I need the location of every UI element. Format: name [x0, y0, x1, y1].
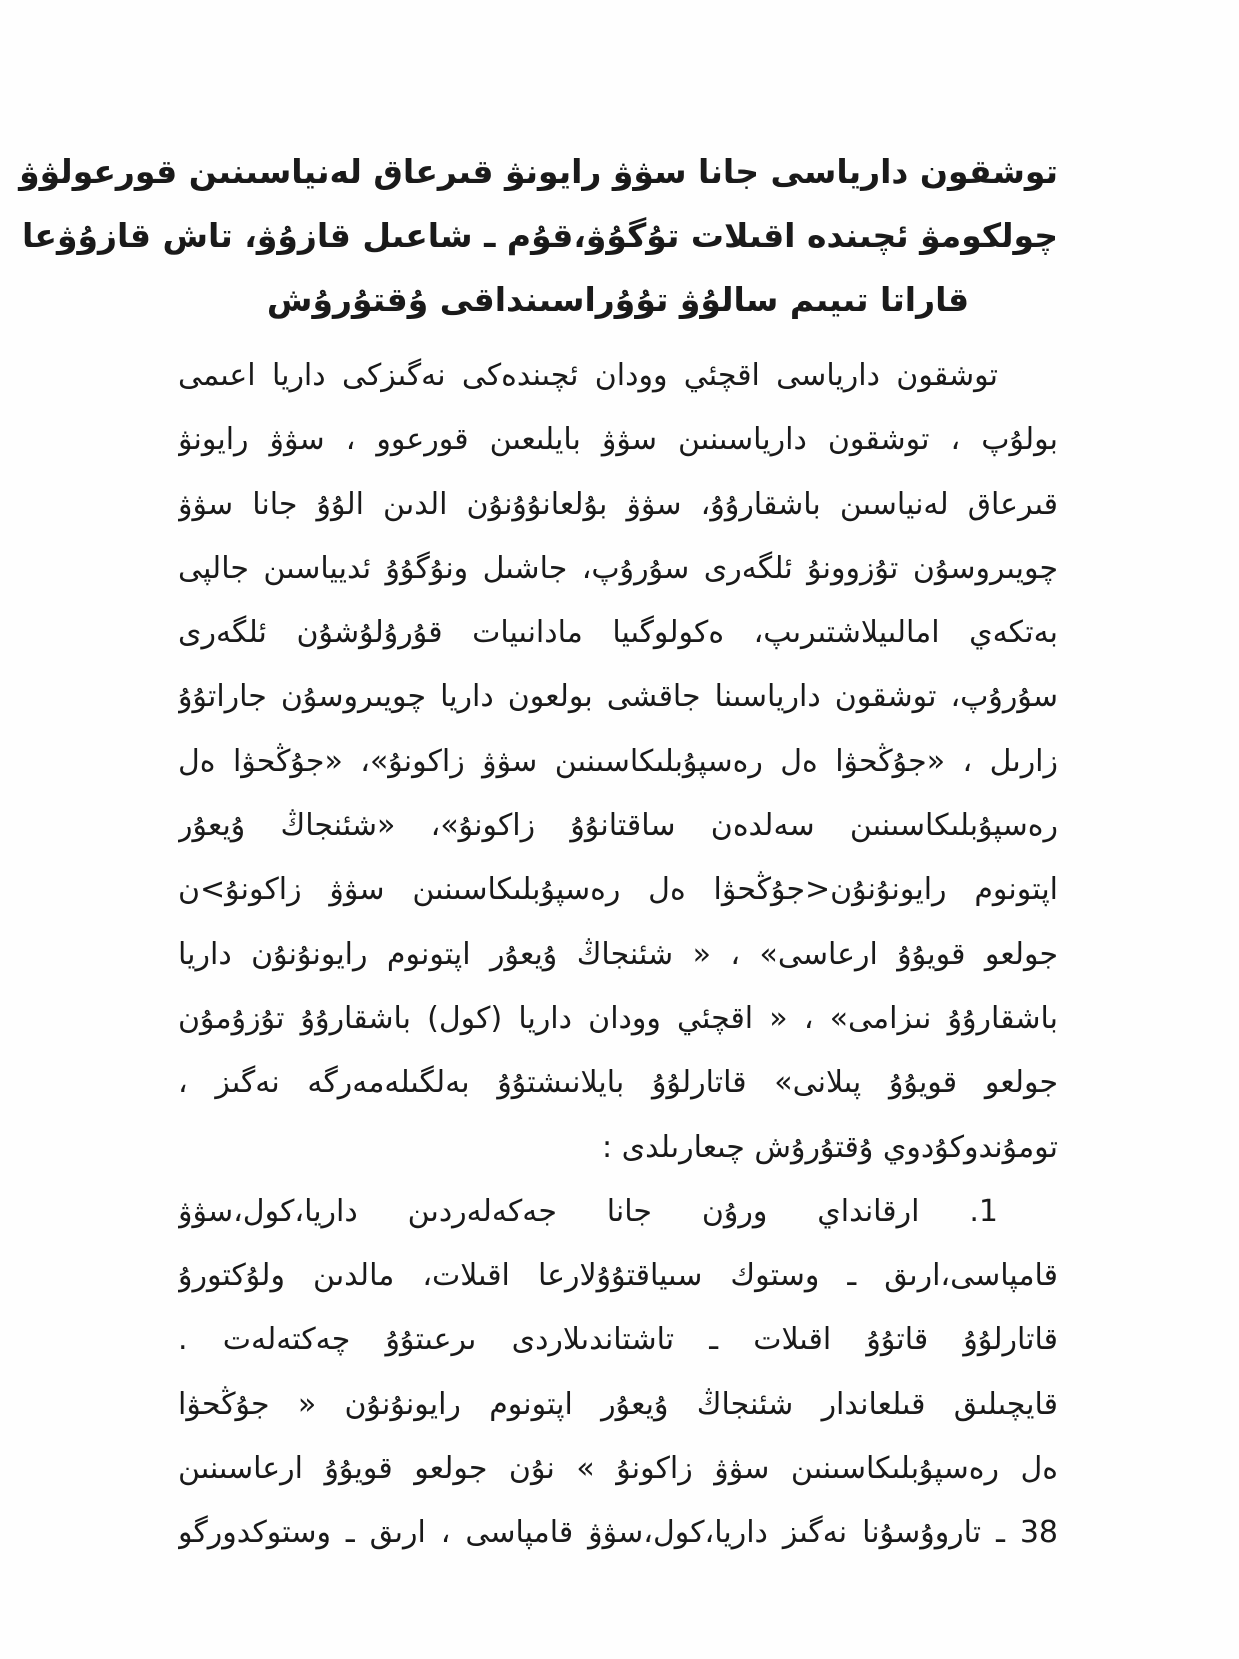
body-line: توشقون دارياسى اقچئي وودان ئچىندەكى نەگىزكى داريا اعىمى [178, 358, 998, 393]
body-line: چويىروسۇن تۇزوونۇ ئلگەرى سۇرۇپ، جاشىل ونۇگۇۇ ئديياسىن جالپى [178, 550, 1058, 586]
body-line: بولۇپ ، توشقون دارياسىنىن سۋۋ بايلىعىن قورعوو ، سۋۋ رايونۋ [178, 422, 1058, 458]
body-line: 38 ـ تاروۇسۇنا نەگىز داريا،كول،سۋۋ قامپاسى ، ارىق ـ وستوكدورگو [178, 1515, 1058, 1551]
body-line: قامپاسى،ارىق ـ وستوك سىياقتۇۇلارعا اقىلات، مالدىن ولۇكتورۇ [178, 1258, 1058, 1294]
body-line: بەتكەي امالىيلاشتىرىپ، ەكولوگىيا مادانىيات قۇرۇلۇشۇن ئلگەرى [178, 615, 1058, 651]
body-line: ەل رەسپۇبلىكاسىنىن سۋۋ زاكونۇ » نۇن جولعو قويۇۇ ارعاسىنىن [178, 1451, 1058, 1487]
body-line: قايچىلىق قىلعاندار شئنجاڭ ۇيعۇر اپتونوم رايونۇنۇن « جۇڭحۋا [178, 1386, 1058, 1422]
title-line: چولكومۋ ئچىندە اقىلات تۇگۇۋ،قۇم ـ شاعىل قازۇۋ، تاش قازۇۋعا [22, 216, 1058, 255]
document-body [178, 344, 1058, 1566]
title-line: قاراتا تىيىم سالۇۋ تۇۇراسىنداقى ۇقتۇرۇش [266, 280, 970, 319]
body-line: سۇرۇپ، توشقون دارياسىنا جاقشى بولعون داريا چويىروسۇن جاراتۇۇ [178, 679, 1058, 715]
body-line: جولعو قويۇۇ ارعاسى» ، « شئنجاڭ ۇيعۇر اپتونوم رايونۇنۇن داريا [178, 936, 1058, 972]
body-line: اپتونوم رايونۇنۇن<جۇڭحۋا ەل رەسپۇبلىكاسىنىن سۋۋ زاكونۇ>ن [178, 872, 1058, 908]
document-title [19, 140, 1058, 332]
body-line: باشقارۇۇ نىزامى» ، « اقچئي وودان داريا (كول) باشقارۇۇ تۇزۇمۇن [178, 1000, 1058, 1036]
body-line: قىرعاق لەنياسىن باشقارۇۇ، سۋۋ بۇلعانۇۇنۇن الدىن الۇۇ جانا سۋۋ [178, 486, 1058, 522]
body-line: قاتارلۇۇ قاتۇۇ اقىلات ـ تاشتاندىلاردى ىرعىتۇۇ چەكتەلەت . [178, 1322, 1058, 1358]
title-line: توشقون دارياسى جانا سۋۋ رايونۋ قىرعاق لەنياسىنىن قورعولۋۋ [19, 152, 1058, 191]
body-line: تومۇندوكۇدوي ۇقتۇرۇش چىعارىلدى : [601, 1129, 1058, 1165]
body-line: زارىل ، «جۇڭحۋا ەل رەسپۇبلىكاسىنىن سۋۋ زاكونۇ»، «جۇڭحۋا ەل [178, 743, 1058, 779]
body-line: رەسپۇبلىكاسىنىن سەلدەن ساقتانۇۇ زاكونۇ»، «شئنجاڭ ۇيعۇر [178, 808, 1058, 844]
body-line: جولعو قويۇۇ پىلانى» قاتارلۇۇ بايلانىشتۇۇ بەلگىلەمەرگە نەگىز ، [178, 1065, 1058, 1101]
body-line: 1. ارقانداي ورۇن جانا جەكەلەردىن داريا،كول،سۋۋ [178, 1193, 998, 1229]
